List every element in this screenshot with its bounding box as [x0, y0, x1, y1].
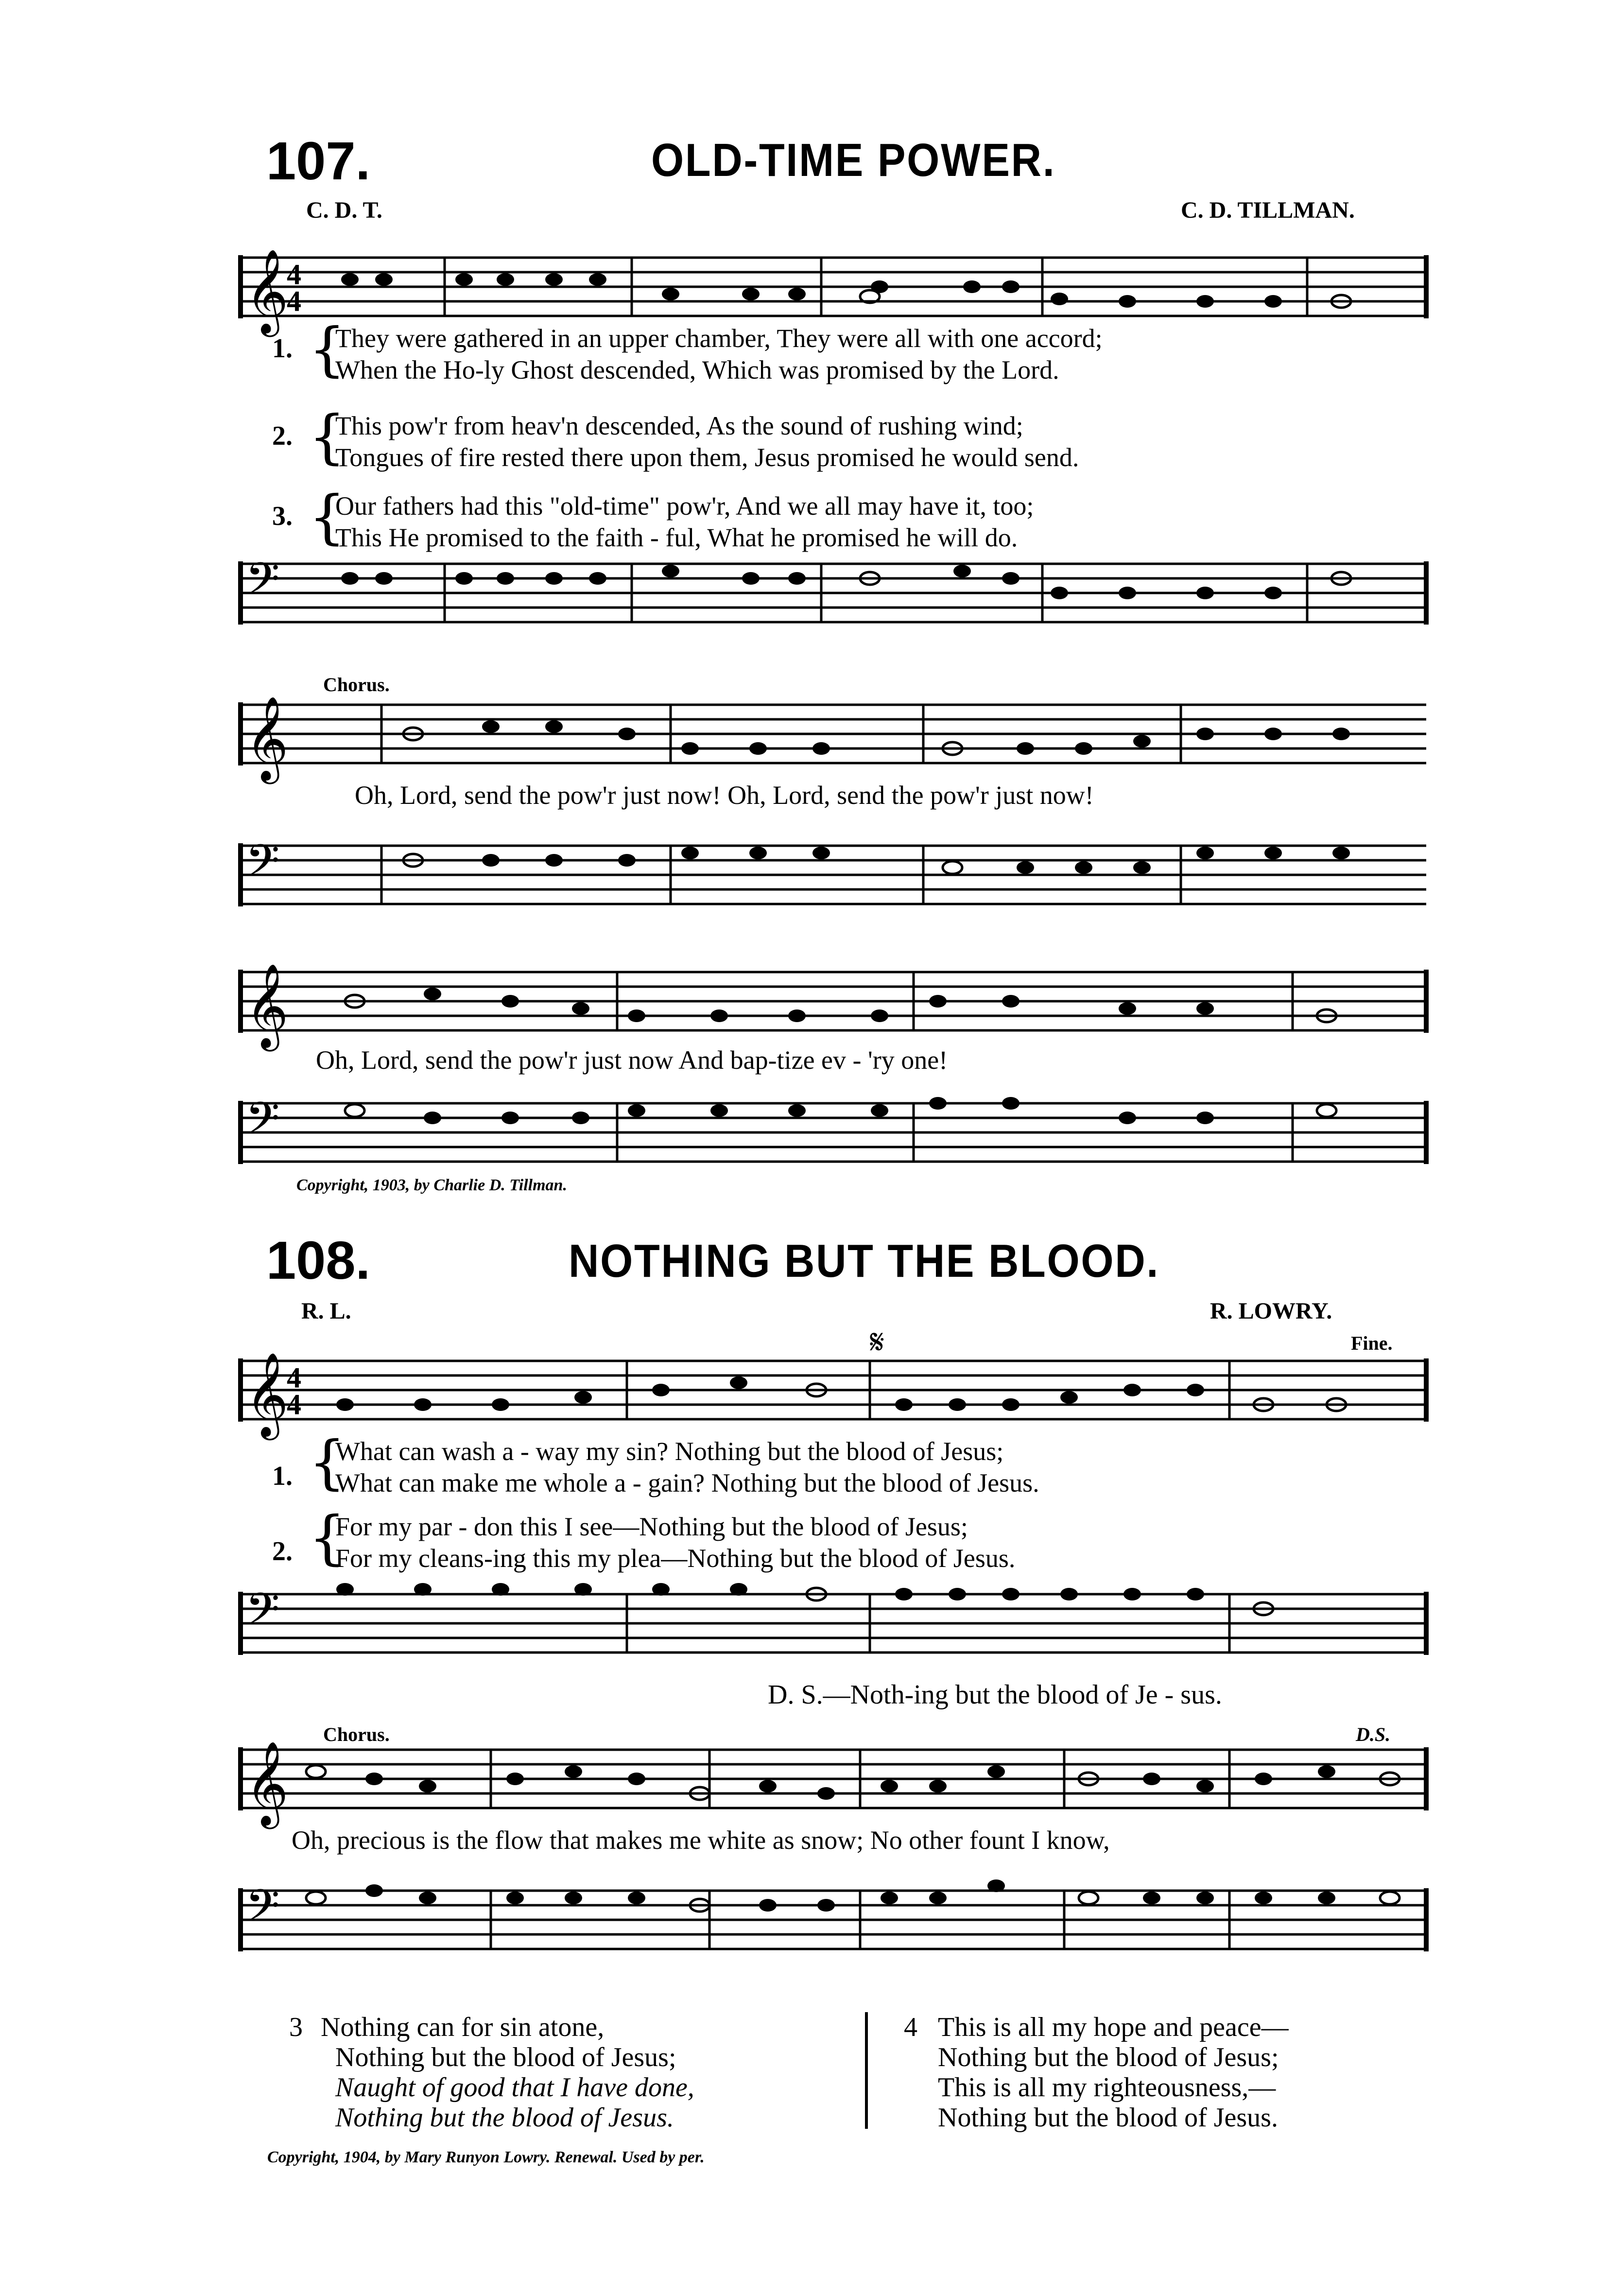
verse-3	[321, 2012, 694, 2133]
copyright-notice: Copyright, 1903, by Charlie D. Tillman.	[296, 1176, 567, 1194]
verse-line: What can wash a - way my sin? Nothing but the blood of Jesus;	[335, 1437, 1004, 1466]
bass-staff	[0, 826, 1607, 923]
svg-text:𝄢: 𝄢	[245, 1583, 280, 1646]
chorus-label: Chorus.	[323, 674, 390, 696]
brace: {	[309, 484, 346, 551]
treble-staff	[0, 690, 1607, 787]
svg-text:4: 4	[287, 259, 301, 291]
music-credit: C. D. TILLMAN.	[1181, 197, 1355, 223]
words-credit: R. L.	[301, 1298, 351, 1324]
svg-text:𝄞: 𝄞	[245, 696, 289, 781]
verse-line: When the Ho-ly Ghost descended, Which was promised by the Lord.	[335, 355, 1059, 384]
fine-mark: Fine.	[1351, 1332, 1393, 1354]
brace: {	[309, 316, 346, 383]
svg-text:𝄞: 𝄞	[245, 1741, 289, 1826]
verse-line: Our fathers had this "old-time" pow'r, And we all may have it, too;	[335, 491, 1034, 521]
verse-line: Nothing but the blood of Jesus;	[335, 2042, 676, 2072]
music-credit: R. LOWRY.	[1210, 1298, 1332, 1324]
brace: {	[309, 1504, 346, 1572]
ds-mark: D.S.	[1356, 1723, 1391, 1745]
treble-staff	[0, 1735, 1607, 1832]
bass-staff	[0, 554, 1607, 651]
verse-line: Nothing can for sin atone,	[321, 2012, 605, 2042]
chorus-lyric: Oh, precious is the flow that makes me white as snow; No other fount I know,	[292, 1826, 1110, 1855]
ds-line: D. S.—Noth-ing but the blood of Je - sus.	[768, 1680, 1222, 1710]
bass-staff	[0, 1089, 1607, 1186]
svg-text:𝄞: 𝄞	[245, 1352, 289, 1437]
brace: {	[309, 1429, 346, 1496]
treble-staff	[0, 957, 1607, 1055]
verse-line: What can make me whole a - gain? Nothing but the blood of Jesus.	[335, 1468, 1039, 1497]
verse-line: This pow'r from heav'n descended, As the sound of rushing wind;	[335, 411, 1023, 440]
svg-text:𝄢: 𝄢	[245, 554, 280, 615]
verse-number: 1.	[272, 333, 293, 364]
copyright-notice: Copyright, 1904, by Mary Runyon Lowry. Renewal. Used by per.	[267, 2148, 705, 2166]
chorus-label: Chorus.	[323, 1723, 390, 1745]
bass-staff	[0, 1580, 1607, 1677]
verse-line: Nothing but the blood of Jesus.	[335, 2103, 674, 2133]
chorus-lyric: Oh, Lord, send the pow'r just now And bap-tize ev - 'ry one!	[316, 1045, 948, 1075]
svg-text:4: 4	[287, 1389, 301, 1421]
verse-number: 3.	[272, 501, 293, 531]
verse-3-number: 3	[289, 2012, 303, 2042]
treble-staff	[0, 1346, 1607, 1448]
hymn-number: 107.	[266, 131, 371, 191]
hymn-title: NOTHING BUT THE BLOOD.	[569, 1235, 1160, 1287]
verse-line: Nothing but the blood of Jesus;	[938, 2042, 1279, 2072]
words-credit: C. D. T.	[306, 197, 382, 223]
segno-sign: 𝄋	[870, 1322, 885, 1362]
svg-text:4: 4	[287, 1362, 301, 1394]
verse-4	[938, 2012, 1289, 2133]
verse-1	[272, 333, 293, 364]
verse-line: Nothing but the blood of Jesus.	[938, 2103, 1278, 2133]
svg-text:𝄢: 𝄢	[245, 1093, 280, 1155]
verse-number: 2.	[272, 421, 293, 451]
verse-number: 1.	[272, 1461, 293, 1491]
svg-text:4: 4	[287, 285, 301, 317]
chorus-lyric: Oh, Lord, send the pow'r just now! Oh, Lord, send the pow'r just now!	[355, 781, 1094, 810]
verse-line: This He promised to the faith - ful, What he promised he will do.	[335, 523, 1018, 552]
verse-line: For my par - don this I see—Nothing but the blood of Jesus;	[335, 1512, 968, 1541]
verse-line: Tongues of fire rested there upon them, Jesus promised he would send.	[335, 443, 1079, 472]
verse-line: For my cleans-ing this my plea—Nothing but the blood of Jesus.	[335, 1544, 1016, 1573]
svg-text:𝄢: 𝄢	[245, 835, 280, 897]
svg-text:𝄞: 𝄞	[245, 963, 289, 1048]
verse-line: This is all my righteousness,—	[938, 2072, 1276, 2103]
svg-text:𝄢: 𝄢	[245, 1880, 280, 1942]
verse-line: They were gathered in an upper chamber, They were all with one accord;	[335, 324, 1103, 353]
verse-line: Naught of good that I have done,	[335, 2072, 694, 2103]
hymn-title: OLD-TIME POWER.	[651, 134, 1056, 186]
bass-staff	[0, 1876, 1607, 1973]
svg-text:𝄞: 𝄞	[245, 249, 289, 333]
verse-4-number: 4	[904, 2012, 917, 2042]
brace: {	[309, 403, 346, 471]
verse-line: This is all my hope and peace—	[938, 2012, 1289, 2042]
verse-number: 2.	[272, 1536, 293, 1566]
hymn-number: 108.	[266, 1231, 371, 1290]
column-divider	[865, 2012, 868, 2129]
